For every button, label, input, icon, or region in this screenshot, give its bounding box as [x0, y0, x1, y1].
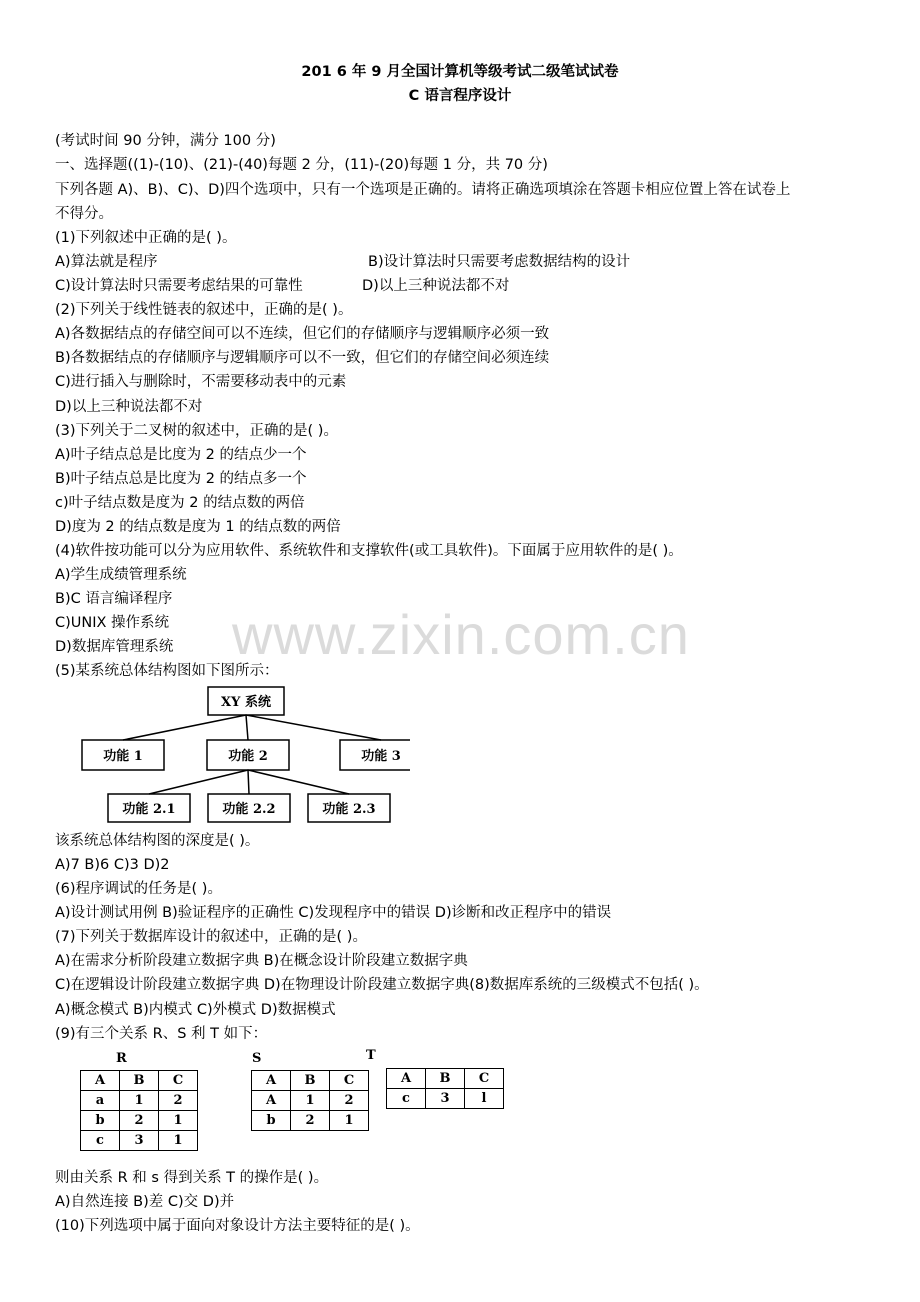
diagram-label-func-2-3: 功能 2.3	[322, 802, 376, 817]
q1-option-c: C)设计算法时只需要考虑结果的可靠性	[55, 278, 303, 294]
q4-option-d: D)数据库管理系统	[55, 639, 174, 655]
q2-option-d: D)以上三种说法都不对	[55, 399, 203, 415]
q5-stem: (5)某系统总体结构图如下图所示：	[55, 663, 279, 679]
diagram-edge-root-1	[123, 715, 246, 740]
diagram-edge-2-1	[149, 770, 248, 794]
q7-options-ab: A)在需求分析阶段建立数据字典 B)在概念设计阶段建立数据字典	[55, 953, 468, 969]
table-cell: 1	[291, 1091, 330, 1111]
watermark: www.zixin.com.cn	[232, 603, 690, 666]
q2-option-b: B)各数据结点的存储顺序与逻辑顺序可以不一致，但它们的存储空间必须连续	[55, 350, 550, 366]
q3-stem: (3)下列关于二叉树的叙述中，正确的是( )。	[55, 423, 338, 439]
relation-s-table	[251, 1070, 369, 1131]
relation-s-label: S	[252, 1051, 262, 1066]
relation-r-table	[80, 1070, 198, 1151]
table-cell: c	[81, 1131, 120, 1151]
table-cell: 2	[159, 1091, 198, 1111]
diagram-edge-root-3	[246, 715, 381, 740]
diagram-label-func-2-2: 功能 2.2	[222, 802, 276, 817]
table-cell: 1	[120, 1091, 159, 1111]
diagram-label-func-1: 功能 1	[103, 749, 143, 764]
q9-question: 则由关系 R 和 s 得到关系 T 的操作是( )。	[55, 1170, 329, 1186]
table-cell: 1	[159, 1111, 198, 1131]
relation-r-label: R	[116, 1051, 127, 1066]
q3-option-c: c)叶子结点数是度为 2 的结点数的两倍	[55, 495, 305, 511]
q3-option-a: A)叶子结点总是比度为 2 的结点少一个	[55, 447, 307, 463]
table-row	[252, 1071, 369, 1091]
table-cell: b	[252, 1111, 291, 1131]
q3-option-b: B)叶子结点总是比度为 2 的结点多一个	[55, 471, 307, 487]
q2-option-a: A)各数据结点的存储空间可以不连续，但它们的存储顺序与逻辑顺序必须一致	[55, 326, 550, 342]
q1-stem: (1)下列叙述中正确的是( )。	[55, 230, 237, 246]
q7-options-cd-q8-stem: C)在逻辑设计阶段建立数据字典 D)在物理设计阶段建立数据字典(8)数据库系统的三级模式不包括( )。	[55, 977, 709, 993]
q5-options: A)7 B)6 C)3 D)2	[55, 857, 170, 873]
q6-stem: (6)程序调试的任务是( )。	[55, 881, 222, 897]
q4-option-a: A)学生成绩管理系统	[55, 567, 187, 583]
table-row	[81, 1111, 198, 1131]
diagram-edge-root-2	[246, 715, 248, 740]
table-cell: l	[465, 1089, 504, 1109]
q9-stem: (9)有三个关系 R、S 利 T 如下：	[55, 1026, 268, 1042]
diagram-edge-2-2	[248, 770, 249, 794]
q1-option-b: B)设计算法时只需要考虑数据结构的设计	[368, 254, 631, 270]
diagram-edge-2-3	[248, 770, 349, 794]
q9-options: A)自然连接 B)差 C)交 D)并	[55, 1194, 235, 1210]
diagram-label-func-2: 功能 2	[228, 749, 268, 764]
q7-stem: (7)下列关于数据库设计的叙述中，正确的是( )。	[55, 929, 367, 945]
table-cell: A	[81, 1071, 120, 1091]
table-cell: A	[252, 1091, 291, 1111]
q4-option-b: B)C 语言编译程序	[55, 591, 173, 607]
table-row	[252, 1111, 369, 1131]
table-cell: b	[81, 1111, 120, 1131]
exam-subtitle: C 语言程序设计	[408, 88, 512, 104]
table-row	[81, 1091, 198, 1111]
q6-options: A)设计测试用例 B)验证程序的正确性 C)发现程序中的错误 D)诊断和改正程序中的错误	[55, 905, 612, 921]
q3-option-d: D)度为 2 的结点数是度为 1 的结点数的两倍	[55, 519, 341, 535]
table-cell: C	[159, 1071, 198, 1091]
table-cell: 1	[159, 1131, 198, 1151]
exam-time: (考试时间 90 分钟，满分 100 分)	[55, 133, 276, 149]
q2-option-c: C)进行插入与删除时，不需要移动表中的元素	[55, 374, 347, 390]
q1-option-d: D)以上三种说法都不对	[362, 278, 510, 294]
instructions-line-1: 下列各题 A)、B)、C)、D)四个选项中，只有一个选项是正确的。请将正确选项填涂在答题卡相应位置上答在试卷上	[55, 182, 791, 198]
q1-option-a: A)算法就是程序	[55, 254, 158, 270]
table-row	[252, 1091, 369, 1111]
table-cell: 2	[120, 1111, 159, 1131]
table-row	[81, 1071, 198, 1091]
table-cell: 2	[330, 1091, 369, 1111]
diagram-label-func-2-1: 功能 2.1	[122, 802, 176, 817]
table-cell: c	[387, 1089, 426, 1109]
q2-stem: (2)下列关于线性链表的叙述中，正确的是( )。	[55, 302, 353, 318]
q10-stem: (10)下列选项中属于面向对象设计方法主要特征的是( )。	[55, 1218, 420, 1234]
table-cell: 3	[426, 1089, 465, 1109]
relation-t-table	[386, 1068, 504, 1109]
q8-options: A)概念模式 B)内模式 C)外模式 D)数据模式	[55, 1002, 336, 1018]
table-cell: B	[120, 1071, 159, 1091]
exam-title: 201 6 年 9 月全国计算机等级考试二级笔试试卷	[301, 64, 619, 80]
relation-t-label: T	[366, 1048, 376, 1063]
table-row	[81, 1131, 198, 1151]
table-cell: C	[465, 1069, 504, 1089]
diagram-label-root: XY 系统	[221, 695, 271, 710]
q4-stem: (4)软件按功能可以分为应用软件、系统软件和支撑软件(或工具软件)。下面属于应用软件的是( )。	[55, 543, 683, 559]
table-cell: A	[387, 1069, 426, 1089]
table-row	[387, 1089, 504, 1109]
table-cell: B	[291, 1071, 330, 1091]
table-cell: a	[81, 1091, 120, 1111]
table-cell: 2	[291, 1111, 330, 1131]
instructions-line-2: 不得分。	[55, 206, 113, 222]
table-cell: 3	[120, 1131, 159, 1151]
table-cell: 1	[330, 1111, 369, 1131]
q4-option-c: C)UNIX 操作系统	[55, 615, 170, 631]
table-row	[387, 1069, 504, 1089]
diagram-label-func-3: 功能 3	[361, 749, 401, 764]
table-cell: B	[426, 1069, 465, 1089]
section-heading: 一、选择题((1)-(10)、(21)-(40)每题 2 分，(11)-(20)每题 1 分，共 70 分)	[55, 157, 548, 173]
table-cell: C	[330, 1071, 369, 1091]
table-cell: A	[252, 1071, 291, 1091]
q5-question: 该系统总体结构图的深度是( )。	[55, 833, 260, 849]
structure-diagram	[60, 683, 410, 825]
